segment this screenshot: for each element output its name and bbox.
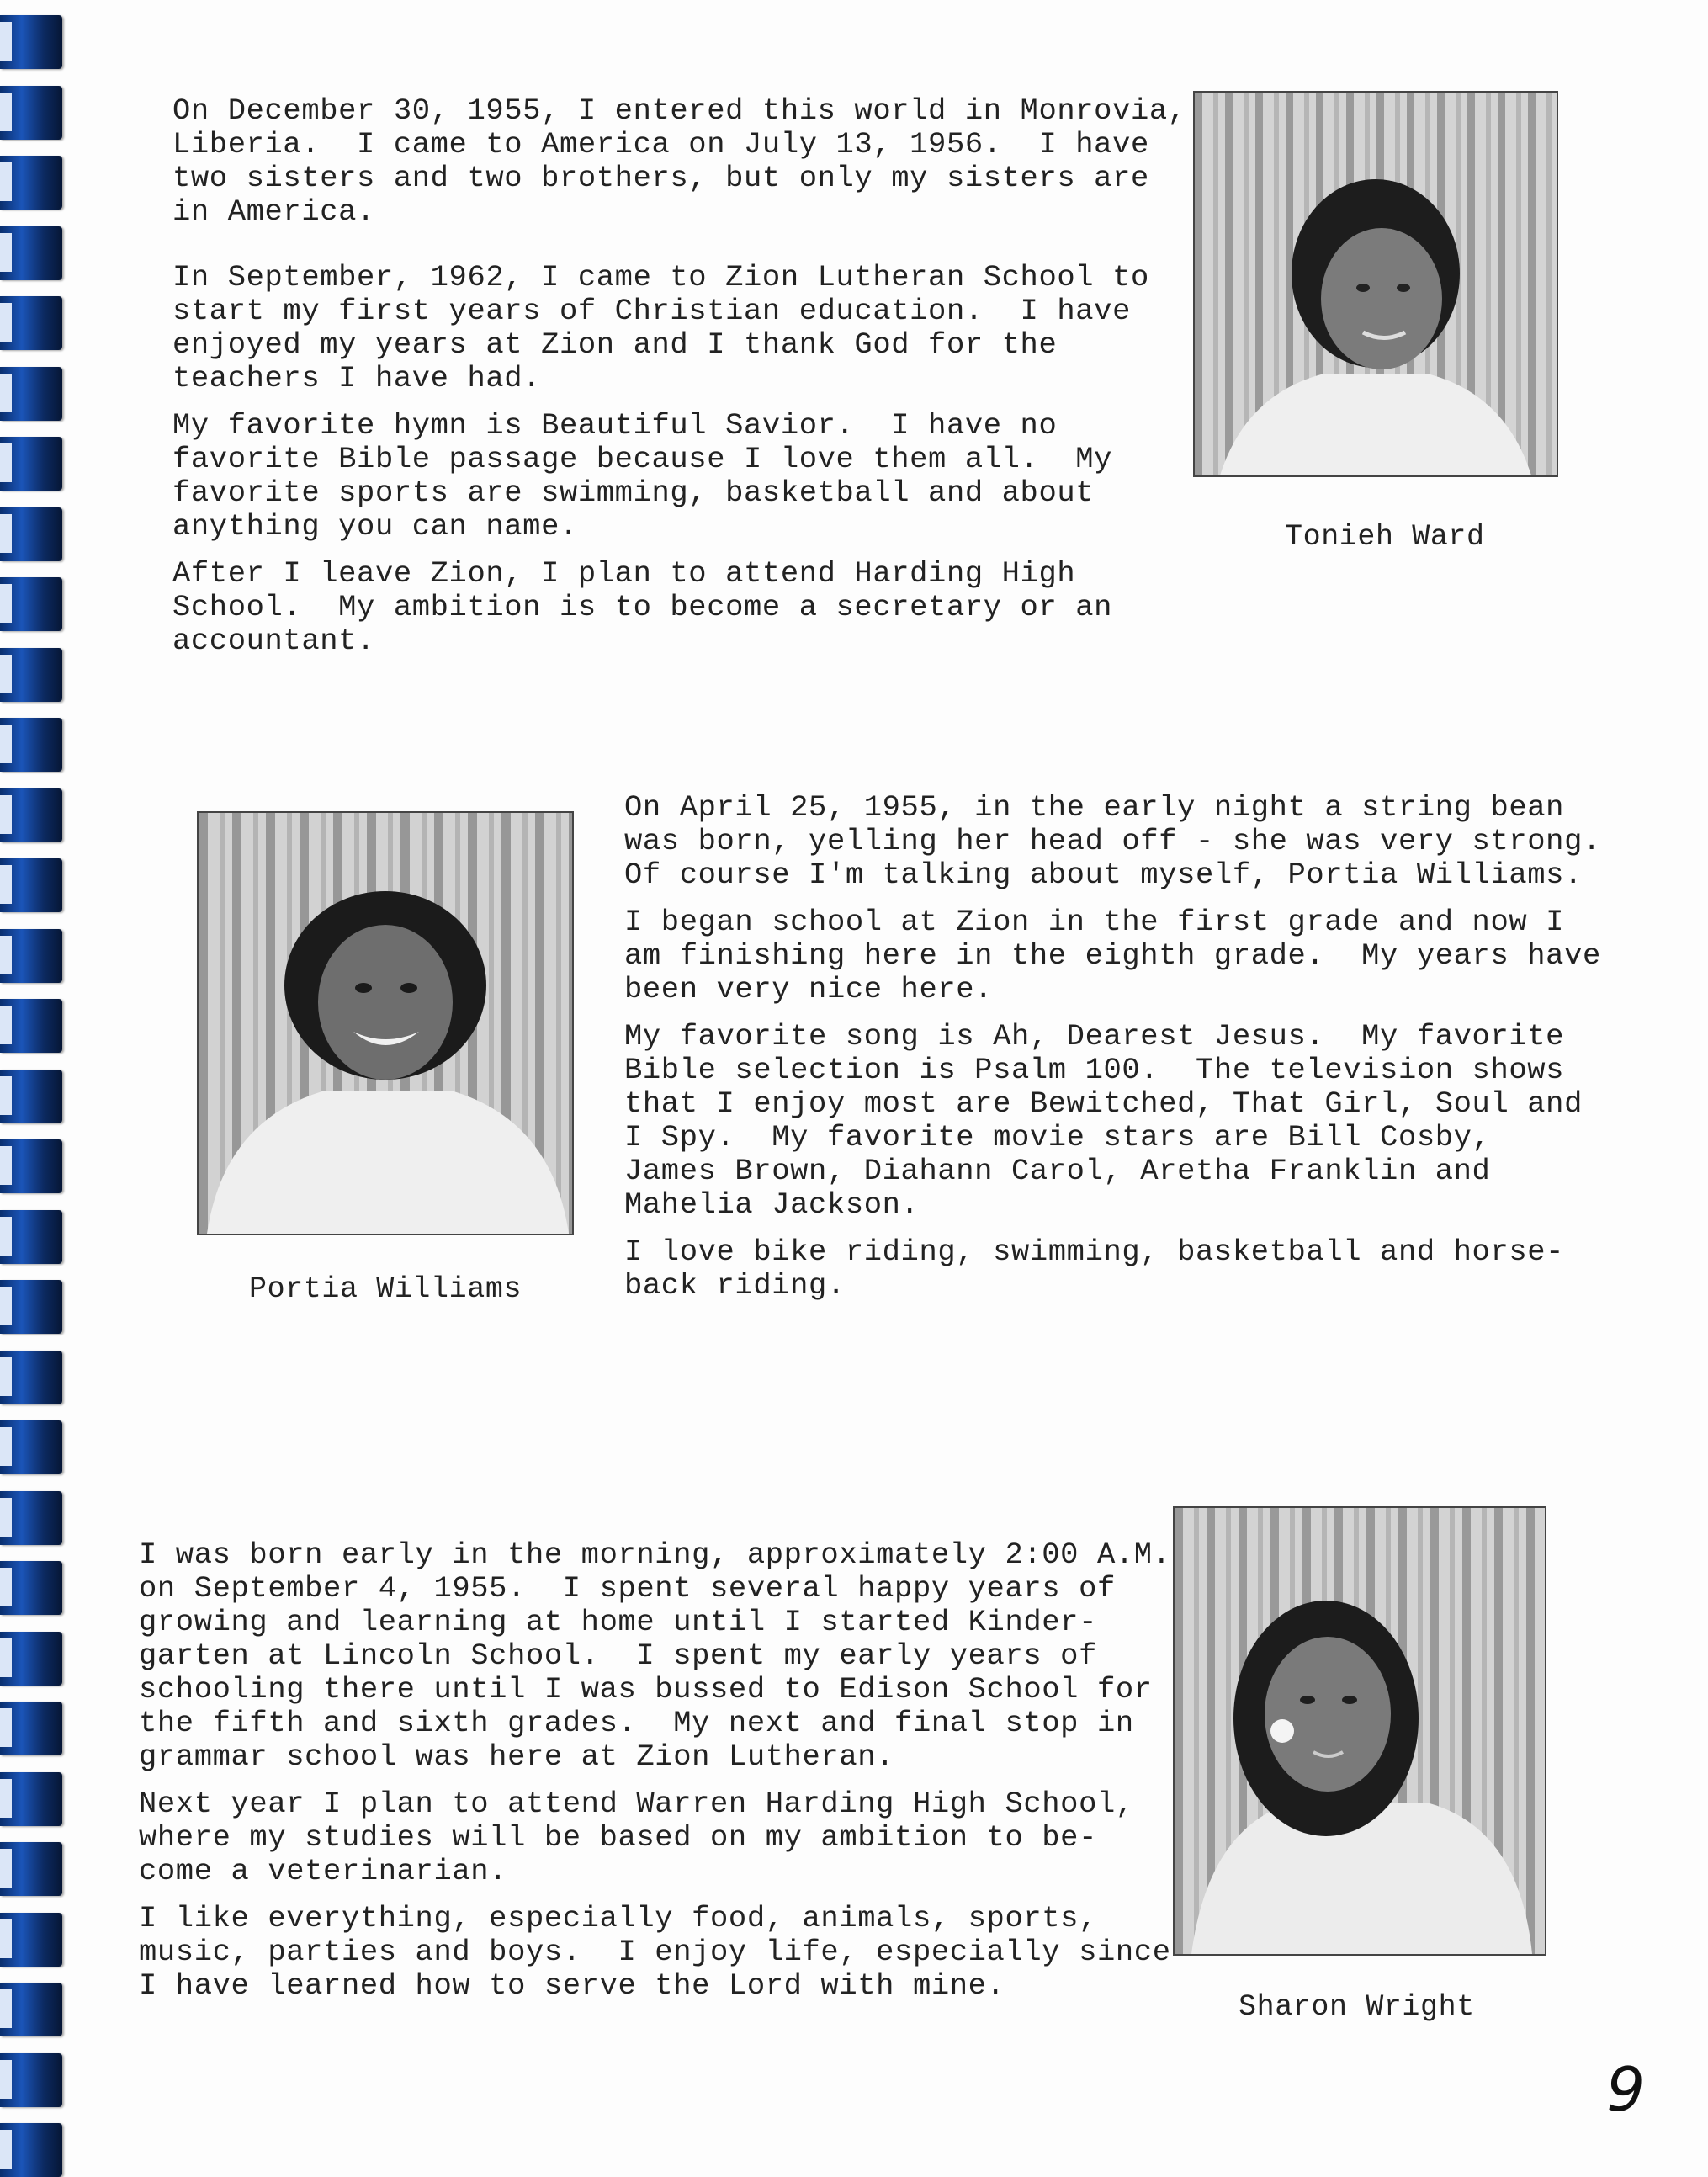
bio-line: I have learned how to serve the Lord with mine.	[139, 1968, 1005, 2003]
photo-tonieh-ward	[1193, 91, 1558, 477]
bio-line: In September, 1962, I came to Zion Lutheran School to	[172, 260, 1149, 295]
binding-ring	[0, 1632, 62, 1686]
page-number: 9	[1606, 2054, 1645, 2125]
binding-ring	[0, 507, 62, 561]
bio-line: School. My ambition is to become a secretary or an	[172, 590, 1113, 624]
binding-ring	[0, 929, 62, 983]
binding-ring	[0, 648, 62, 702]
binding-ring	[0, 1702, 62, 1755]
binding-ring	[0, 577, 62, 631]
bio-paragraph	[624, 905, 1601, 1006]
bio-line: After I leave Zion, I plan to attend Harding High	[172, 556, 1076, 591]
bio-line: favorite Bible passage because I love them all. My	[172, 442, 1113, 476]
binding-ring	[0, 2123, 62, 2177]
bio-line: On April 25, 1955, in the early night a string bean	[624, 790, 1565, 825]
bio-paragraph	[172, 409, 1186, 544]
caption-tonieh-ward: Tonieh Ward	[1285, 520, 1485, 554]
bio-line: been very nice here.	[624, 972, 994, 1006]
bio-line: enjoyed my years at Zion and I thank God for the	[172, 327, 1058, 362]
binding-ring	[0, 1561, 62, 1615]
binding-ring	[0, 226, 62, 280]
bio-line: My favorite song is Ah, Dearest Jesus. My favorite	[624, 1019, 1565, 1054]
binding-ring	[0, 858, 62, 912]
bio-line: favorite sports are swimming, basketball and about	[172, 475, 1095, 510]
bio-line: anything you can name.	[172, 509, 578, 544]
bio-line: was born, yelling her head off - she was very strong.	[624, 824, 1601, 858]
bio-line: in America.	[172, 194, 375, 229]
binding-ring	[0, 1210, 62, 1264]
bio-line: where my studies will be based on my ambition to be-	[139, 1820, 1097, 1855]
bio-paragraph	[139, 1902, 1171, 2003]
bio-line: back riding.	[624, 1268, 846, 1303]
bio-line: Mahelia Jackson.	[624, 1187, 920, 1222]
binding-ring	[0, 156, 62, 210]
bio-tonieh-ward	[172, 94, 1186, 658]
bio-line: Liberia. I came to America on July 13, 1956. I have	[172, 127, 1149, 162]
bio-line: music, parties and boys. I enjoy life, especially since	[139, 1935, 1171, 1969]
bio-line: am finishing here in the eighth grade. My years have	[624, 938, 1601, 973]
binding-ring	[0, 1772, 62, 1826]
bio-paragraph	[139, 1538, 1171, 1774]
binding-ring	[0, 1420, 62, 1474]
binding-ring	[0, 1842, 62, 1896]
bio-line: two sisters and two brothers, but only my sisters are	[172, 161, 1149, 195]
binding-ring	[0, 1070, 62, 1123]
bio-line: that I enjoy most are Bewitched, That Girl, Soul and	[624, 1086, 1583, 1121]
binding-ring	[0, 1983, 62, 2036]
binding-ring	[0, 437, 62, 491]
binding-ring	[0, 1913, 62, 1967]
bio-paragraph	[172, 261, 1186, 396]
bio-line: come a veterinarian.	[139, 1854, 508, 1888]
bio-line: Of course I'm talking about myself, Portia Williams.	[624, 858, 1583, 892]
bio-line: start my first years of Christian education. I have	[172, 294, 1131, 328]
binding-ring	[0, 1491, 62, 1545]
bio-line: Next year I plan to attend Warren Harding High School,	[139, 1787, 1134, 1821]
bio-line: I like everything, especially food, animals, sports,	[139, 1901, 1097, 1935]
binding-ring	[0, 999, 62, 1053]
photo-sharon-wright	[1173, 1506, 1546, 1956]
photo-portia-williams	[197, 811, 574, 1235]
bio-line: James Brown, Diahann Carol, Aretha Franklin and	[624, 1154, 1491, 1188]
binding-ring	[0, 788, 62, 842]
binding-ring	[0, 1351, 62, 1404]
bio-line: Bible selection is Psalm 100. The television shows	[624, 1053, 1565, 1087]
bio-paragraph	[624, 1020, 1601, 1222]
bio-line: I began school at Zion in the first grade and now I	[624, 905, 1565, 939]
binding-ring	[0, 1139, 62, 1193]
binding-ring	[0, 718, 62, 772]
bio-paragraph	[172, 94, 1186, 229]
bio-paragraph	[139, 1787, 1171, 1888]
bio-line: I Spy. My favorite movie stars are Bill Cosby,	[624, 1120, 1491, 1155]
bio-line: On December 30, 1955, I entered this world in Monrovia,	[172, 93, 1186, 128]
bio-sharon-wright	[139, 1538, 1171, 2003]
bio-line: the fifth and sixth grades. My next and final stop in	[139, 1706, 1134, 1740]
bio-line: My favorite hymn is Beautiful Savior. I have no	[172, 408, 1058, 443]
bio-line: teachers I have had.	[172, 361, 542, 396]
bio-paragraph	[624, 791, 1601, 892]
bio-paragraph	[624, 1235, 1601, 1303]
binding-ring	[0, 15, 62, 69]
binding-ring	[0, 1280, 62, 1334]
bio-line: I love bike riding, swimming, basketball and horse-	[624, 1235, 1565, 1269]
spiral-binding	[0, 0, 66, 2154]
bio-line: schooling there until I was bussed to Edison School for	[139, 1672, 1153, 1707]
binding-ring	[0, 296, 62, 350]
bio-line: on September 4, 1955. I spent several happy years of	[139, 1571, 1116, 1606]
bio-paragraph	[172, 557, 1186, 658]
binding-ring	[0, 2053, 62, 2107]
bio-line: garten at Lincoln School. I spent my early years of	[139, 1638, 1097, 1673]
caption-portia-williams: Portia Williams	[249, 1272, 522, 1306]
bio-line: accountant.	[172, 624, 375, 658]
binding-ring	[0, 367, 62, 421]
bio-line: growing and learning at home until I started Kinder-	[139, 1605, 1097, 1639]
bio-line: grammar school was here at Zion Lutheran.	[139, 1739, 895, 1774]
bio-line: I was born early in the morning, approximately 2:00 A.M.	[139, 1537, 1171, 1572]
binding-ring	[0, 86, 62, 140]
caption-sharon-wright: Sharon Wright	[1239, 1990, 1475, 2024]
bio-portia-williams	[624, 791, 1601, 1303]
